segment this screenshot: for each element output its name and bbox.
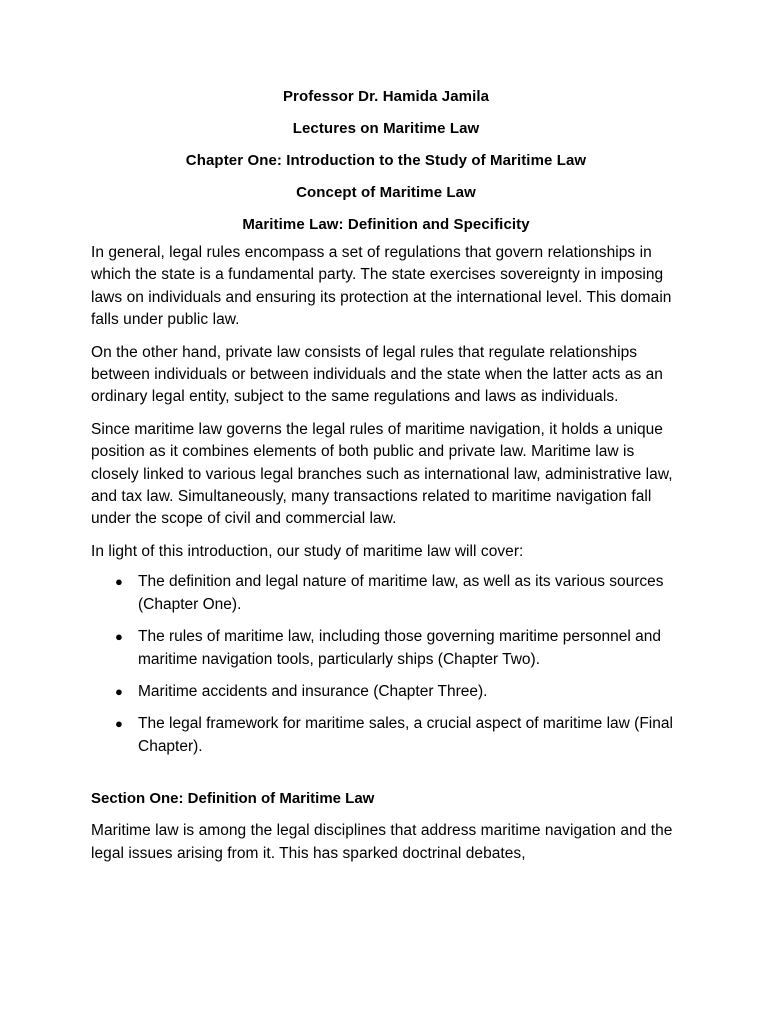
- paragraph-public-law: In general, legal rules encompass a set of regulations that govern relationships in which the state is a fundamental party. The state exercises sovereignty in imposing laws on individuals and ensuring its protection at the international level. This domain falls under public law.: [91, 244, 672, 329]
- list-item: [91, 713, 681, 758]
- list-item-text: The definition and legal nature of maritime law, as well as its various sources (Chapter One).: [138, 573, 664, 613]
- section-one-title: Section One: Definition of Maritime Law: [91, 790, 375, 808]
- bullet-icon: ●: [115, 574, 123, 590]
- list-item: [91, 571, 681, 616]
- chapter-heading: Chapter One: Introduction to the Study of Maritime Law: [185, 152, 587, 169]
- bullet-icon: ●: [115, 629, 123, 645]
- paragraph-maritime-position: Since maritime law governs the legal rules of maritime navigation, it holds a unique position as it combines elements of both public and private law. Maritime law is closely linked to various legal branches such as international law, administrative law, and tax law. Simultaneously, many transactions related to maritime navigation fall under the scope of civil and commercial law.: [91, 420, 673, 528]
- paragraph-private-law: On the other hand, private law consists of legal rules that regulate relationships between individuals or between individuals and the state when the latter acts as an ordinary legal entity, subject to the same regulations and laws as individuals.: [91, 343, 663, 406]
- concept-heading: Concept of Maritime Law: [296, 184, 476, 201]
- list-item-text: Maritime accidents and insurance (Chapter Three).: [138, 682, 488, 700]
- lectures-heading: Lectures on Maritime Law: [292, 120, 480, 137]
- bullet-icon: ●: [115, 683, 123, 699]
- list-item: [91, 626, 681, 671]
- list-item-text: The legal framework for maritime sales, a crucial aspect of maritime law (Final Chapter).: [138, 715, 673, 755]
- paragraph-study-intro: In light of this introduction, our study of maritime law will cover:: [91, 542, 524, 560]
- definition-heading: Maritime Law: Definition and Specificity: [242, 216, 530, 233]
- list-item-text: The rules of maritime law, including those governing maritime personnel and maritime navigation tools, particularly ships (Chapter Two).: [138, 628, 661, 668]
- list-item: [91, 681, 681, 703]
- document-content: [91, 86, 681, 875]
- bullet-icon: ●: [115, 716, 123, 732]
- study-outline-list: [91, 571, 681, 758]
- author-heading: Professor Dr. Hamida Jamila: [282, 88, 490, 105]
- section-one-paragraph: Maritime law is among the legal disciplines that address maritime navigation and the legal issues arising from it. This has sparked doctrinal debates,: [91, 822, 673, 862]
